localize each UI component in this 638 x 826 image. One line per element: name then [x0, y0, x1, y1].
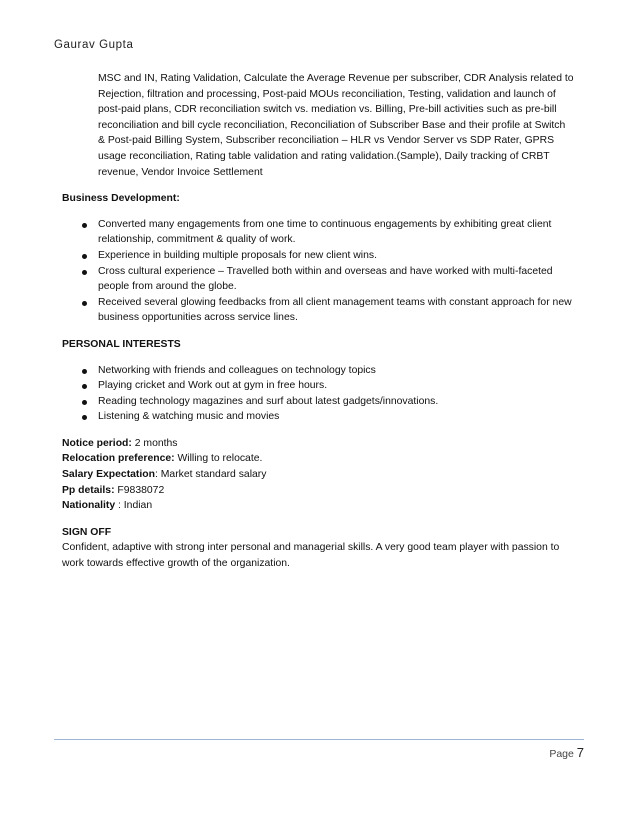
personal-interests-heading: PERSONAL INTERESTS	[62, 338, 181, 350]
list-item: Playing cricket and Work out at gym in free hours.	[62, 378, 574, 394]
bullet-icon	[82, 415, 87, 420]
list-item: Received several glowing feedbacks from all client management teams with constant approach for new business opportunities across service lines.	[62, 295, 574, 326]
detail-notice-period: Notice period: 2 months	[62, 437, 178, 449]
bullet-icon	[82, 384, 87, 389]
intro-paragraph: MSC and IN, Rating Validation, Calculate the Average Revenue per subscriber, CDR Analysis related to Rejection, filtration and processing, Post-paid MOUs reconciliation, Testing, validation and launch of post-paid plans, CDR reconciliation switch vs. mediation vs. Billing, Pre-bill activities such as pre-bill reconciliation and bill cycle reconciliation, Reconciliation of Subscriber Base and their profile at Switch & Post-paid Billing System, Subscriber reconciliation – HLR vs Vendor Server vs SDP Rater, GPRS usage reconciliation, Rating table validation and rating validation.(Sample), Daily tracking of CRBT revenue, Vendor Invoice Settlement	[98, 73, 574, 178]
details-block	[62, 436, 574, 514]
bullet-icon	[82, 270, 87, 275]
business-development-list	[62, 217, 574, 326]
business-development-heading: Business Development:	[62, 193, 180, 205]
list-item: Converted many engagements from one time to continuous engagements by exhibiting great client relationship, commitment & quality of work.	[62, 217, 574, 248]
footer-divider	[54, 739, 584, 740]
sign-off-text: Confident, adaptive with strong inter personal and managerial skills. A very good team player with passion to work towards effective growth of the organization.	[62, 542, 560, 570]
bullet-icon	[82, 223, 87, 228]
document-body	[62, 71, 574, 572]
header-author-name: Gaurav Gupta	[54, 39, 134, 51]
detail-passport: Pp details: F9838072	[62, 484, 165, 496]
bullet-icon	[82, 301, 87, 306]
detail-salary: Salary Expectation: Market standard salary	[62, 469, 267, 481]
list-item: Experience in building multiple proposals for new client wins.	[62, 248, 574, 264]
detail-relocation: Relocation preference: Willing to relocate.	[62, 453, 263, 465]
list-item: Reading technology magazines and surf about latest gadgets/innovations.	[62, 394, 574, 410]
sign-off-heading: SIGN OFF	[62, 526, 112, 538]
list-item: Networking with friends and colleagues on technology topics	[62, 363, 574, 379]
personal-interests-list	[62, 363, 574, 425]
bullet-icon	[82, 400, 87, 405]
page-number: Page 7	[549, 745, 584, 760]
list-item: Listening & watching music and movies	[62, 409, 574, 425]
bullet-icon	[82, 369, 87, 374]
bullet-icon	[82, 254, 87, 259]
detail-nationality: Nationality : Indian	[62, 500, 153, 512]
list-item: Cross cultural experience – Travelled both within and overseas and have worked with multi-faceted people from around the globe.	[62, 264, 574, 295]
